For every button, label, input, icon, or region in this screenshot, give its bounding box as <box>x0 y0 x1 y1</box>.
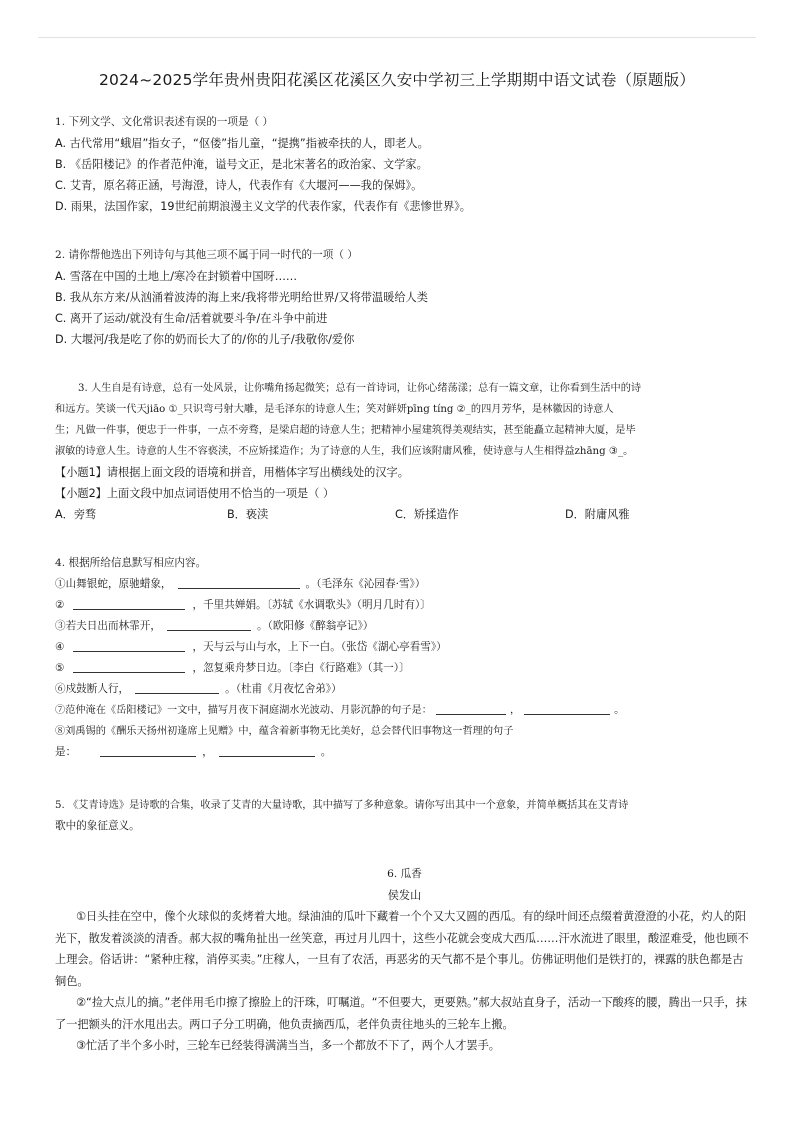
option-a: A. 古代常用“蛾眉”指女子，“伛偻”指儿童，“提携”指被牵扶的人，即老人。 <box>55 137 429 150</box>
option-d: D. 大堰河/我是吃了你的奶而长大了的/你的儿子/我敬你/爱你 <box>55 333 355 346</box>
fill-item-4: ④ ，天与云与山与水，上下一白。（张岱《湖心亭看雪》） <box>55 637 754 658</box>
option-d: D．附庸风雅 <box>565 508 630 521</box>
article-heading: 6. 瓜香 <box>387 868 422 880</box>
passage-line: 淑敏的诗意人生。诗意的人生不容亵渎，不应矫揉造作；为了诗意的人生，我们应该附庸风雅，使诗意与人生相得益zhāng ③_。 <box>55 446 634 457</box>
question-stem: 5. 《艾青诗选》是诗歌的合集，收录了艾青的大量诗歌，其中描写了多种意象。请你写出其中一个意象，并简单概括其在艾青诗 <box>55 800 629 811</box>
option-b: B．亵渎 <box>227 508 269 521</box>
answer-blank[interactable] <box>219 743 315 757</box>
fill-item-8: ⑧刘禹锡的《酬乐天扬州初逢席上见赠》中，蕴含着新事物无比美好，总会替代旧事物这一哲理的句子 <box>55 726 514 737</box>
fill-item-8-answer: 是： ， 。 <box>55 742 754 763</box>
option-a: A. 雪落在中国的土地上/寒冷在封锁着中国呀…… <box>55 270 298 283</box>
options-row <box>55 504 754 525</box>
answer-blank[interactable] <box>100 743 196 757</box>
option-a: A．旁骛 <box>55 508 97 521</box>
answer-blank[interactable] <box>167 617 251 631</box>
passage-line: 和远方。笑谈一代天jiāo ①_只识弯弓射大雕，是毛泽东的诗意人生；笑对鲜妍pīng tíng ②_的四月芳华，是林徽因的诗意人 <box>55 404 614 415</box>
answer-blank[interactable] <box>73 596 185 610</box>
answer-blank[interactable] <box>524 701 610 715</box>
option-b: B. 《岳阳楼记》的作者范仲淹，谥号文正，是北宋著名的政治家、文学家。 <box>55 158 428 171</box>
question-4 <box>55 553 754 763</box>
fill-item-6: ⑥戍鼓断人行， 。（杜甫《月夜忆舍弟》） <box>55 679 754 700</box>
option-c: C．矫揉造作 <box>395 508 459 521</box>
question-6 <box>55 864 754 1057</box>
sub-question-2: 【小题2】上面文段中加点词语使用不恰当的一项是（ ） <box>55 487 335 500</box>
paragraph-3: ③忙活了半个多小时，三轮车已经装得满满当当，多一个都放不下了，两个人才罢手。 <box>76 1039 500 1052</box>
article-author: 侯发山 <box>387 889 422 902</box>
fill-item-1: ①山舞银蛇，原驰蜡象， 。（毛泽东《沁园春·雪》） <box>55 574 754 595</box>
fill-item-3: ③若夫日出而林霏开， 。（欧阳修《醉翁亭记》） <box>55 616 754 637</box>
fill-item-5: ⑤ ，忽复乘舟梦日边。〔李白《行路难》（其一）〕 <box>55 658 754 679</box>
question-2 <box>55 245 754 350</box>
answer-blank[interactable] <box>436 701 506 715</box>
page-title: 2024~2025学年贵州贵阳花溪区花溪区久安中学初三上学期期中语文试卷（原题版） <box>98 71 696 89</box>
answer-blank[interactable] <box>135 680 219 694</box>
answer-blank[interactable] <box>73 638 185 652</box>
option-c: C. 艾青，原名蒋正涵，号海澄，诗人，代表作有《大堰河——我的保姆》。 <box>55 179 423 192</box>
answer-blank[interactable] <box>178 575 300 589</box>
passage-line: 3. 人生自是有诗意，总有一处风景，让你嘴角扬起微笑；总有一首诗词，让你心绪荡漾；总有一篇文章，让你看到生活中的诗 <box>78 383 642 394</box>
question-3 <box>55 378 754 525</box>
header-divider <box>38 37 756 38</box>
sub-question-1: 【小题1】请根据上面文段的语境和拼音，用楷体字写出横线处的汉字。 <box>55 466 409 479</box>
question-1 <box>55 112 754 217</box>
fill-item-2: ② ，千里共婵娟。〔苏轼《水调歌头》（明月几时有）〕 <box>55 595 754 616</box>
question-stem-cont: 歌中的象征意义。 <box>55 820 140 832</box>
option-b: B. 我从东方来/从汹涌着波涛的海上来/我将带光明给世界/又将带温暖给人类 <box>55 291 428 304</box>
paragraph-2: ②“捡大点儿的摘。”老伴用毛巾擦了擦脸上的汗珠，叮嘱道。“不但要大，更要熟。”郝大叔站直身子，活动一下酸疼的腰，腾出一只手，抹了一把额头的汗水甩出去。两口子分工明确，他负责摘西瓜，老伴负责往地头的三轮车上搬。 <box>55 996 747 1031</box>
question-stem: 1. 下列文学、文化常识表述有误的一项是（ ） <box>55 116 274 128</box>
option-c: C. 离开了运动/就没有生命/活着就要斗争/在斗争中前进 <box>55 312 328 325</box>
question-stem: 2. 请你帮他选出下列诗句与其他三项不属于同一时代的一项（ ） <box>55 249 358 261</box>
fill-item-7: ⑦范仲淹在《岳阳楼记》一文中，描写月夜下洞庭湖水光波动、月影沉静的句子是： ， 。 <box>55 700 754 721</box>
paragraph-1: ①日头挂在空中，像个火球似的炙烤着大地。绿油油的瓜叶下藏着一个个又大又圆的西瓜。有的绿叶间还点缀着黄澄澄的小花，灼人的阳光下，散发着淡淡的清香。郝大叔的嘴角扯出一丝笑意，再过月儿四十，这些小花就会变成大西瓜……汗水流进了眼里，酸涩难受，他也顾不上理会。俗话讲：“紧种庄稼，消停买卖。”庄稼人，一旦有了农活，再恶劣的天气都不是个事儿。仿佛证明他们是铁打的，裸露的肤色都是古铜色。 <box>55 910 749 988</box>
answer-blank[interactable] <box>73 659 185 673</box>
question-stem: 4. 根据所给信息默写相应内容。 <box>55 557 207 569</box>
passage-line: 生；凡做一件事，便忠于一件事，一点不旁骛，是梁启超的诗意人生；把精神小屋建筑得美观结实，甚至能矗立起精神大厦，是毕 <box>55 425 636 436</box>
question-5 <box>55 795 754 837</box>
option-d: D. 雨果，法国作家，19世纪前期浪漫主义文学的代表作家，代表作有《悲惨世界》。 <box>55 200 471 213</box>
